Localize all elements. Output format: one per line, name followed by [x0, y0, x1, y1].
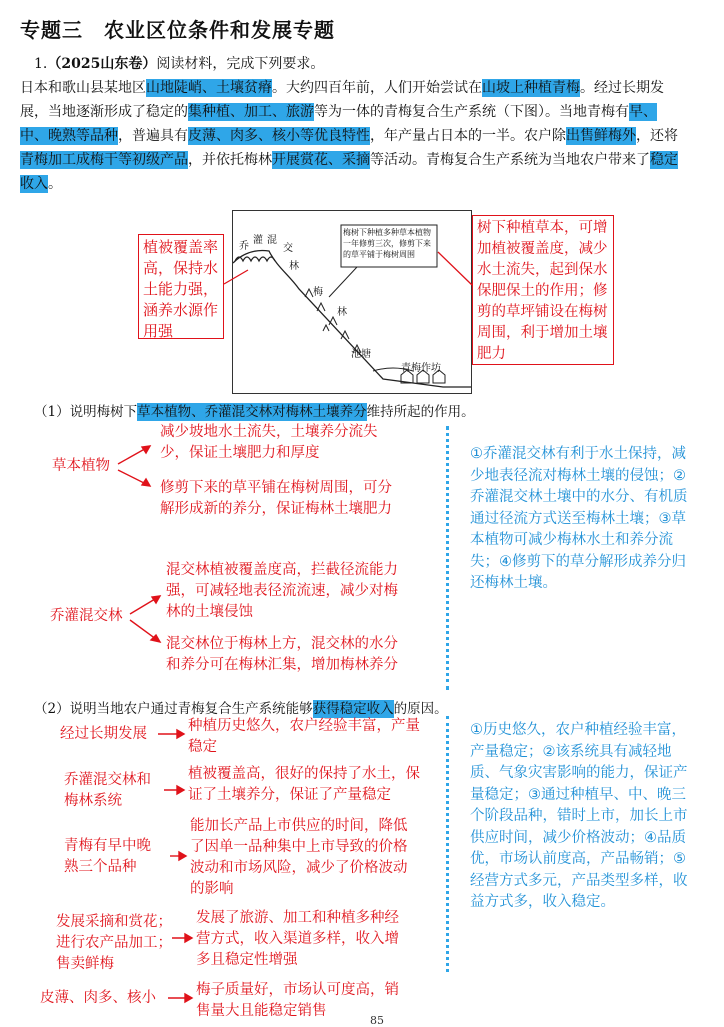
q2-factor-2: 乔灌混交林和梅林系统 [64, 772, 151, 809]
q2-result-3: 能加长产品上市供应的时间，降低了因单一品种集中上市导致的价格波动和市场风险，减少了价格波动的影响 [190, 818, 408, 897]
passage-text: ，普遍具有 [118, 128, 188, 144]
q2-factor-1: 经过长期发展 [60, 726, 147, 742]
forest-label-1: 乔 [239, 241, 249, 252]
plum-label-1: 梅 [313, 287, 323, 298]
passage-highlight: 青梅加工成梅干等初级产品 [20, 152, 188, 168]
q1-tail: 维持所起的作用。 [366, 404, 475, 420]
passage-highlight: 集种植、加工、旅游 [188, 104, 314, 120]
passage-text: 日本和歌山县某地区 [20, 80, 146, 96]
passage-text: 等活动。青梅复合生产系统为当地农户带来了 [370, 152, 650, 168]
question-number: 1. [34, 56, 48, 72]
passage-text: ，年产量占日本的一半。农户除 [370, 128, 566, 144]
passage-text: 。大约四百年前，人们开始尝试在 [272, 80, 482, 96]
q1-prompt [34, 400, 475, 420]
note-connectors [0, 0, 724, 420]
q2-answer: ①历史悠久，农户种植经验丰富，产量稳定；②该系统具有减轻地质、气象灾害影响的能力，保证产量稳定；③通过种植早、中、晚三个阶段品种，错时上市，加长上市供应时间，减少价格波动；④品质优，市场认前度高，产品畅销；⑤经营方式多元，产品类型多样，收益方式多，收入稳定。 [470, 722, 688, 910]
q1-label: （1）说明梅树下 [34, 404, 138, 420]
passage-text: ，还将 [636, 128, 678, 144]
forest-label-2: 灌 [253, 235, 263, 246]
question-instruction: 阅读材料，完成下列要求。 [156, 56, 325, 72]
q1-forest-effect-b: 混交林位于梅林上方，混交林的水分和养分可在梅林汇集，增加梅林养分 [166, 636, 398, 673]
q1-forest-effect-a: 混交林植被覆盖度高，拦截径流能力强，可减轻地表径流流速，减少对梅林的土壤侵蚀 [166, 562, 398, 620]
q2-result-5: 梅子质量好，市场认可度高，销售量大且能稳定销售 [196, 982, 399, 1019]
q2-result-2: 植被覆盖高，很好的保持了水土，保证了土壤养分，保证了产量稳定 [188, 766, 420, 803]
passage-text: 等为一体的青梅复合生产系统（下图）。当地青梅有 [314, 104, 629, 120]
q1-node-forest: 乔灌混交林 [50, 608, 123, 624]
q1-node-herb: 草本植物 [52, 458, 110, 474]
q2-factor-3: 青梅有早中晚熟三个品种 [64, 838, 151, 875]
forest-label-3: 混 [267, 235, 277, 246]
diagram-callout: 梅树下种植多种草本植物一年修剪三次，修剪下来的草平铺于梅树周围 [343, 228, 431, 259]
q1-herb-effect-b: 修剪下来的草平铺在梅树周围，可分解形成新的养分，保证梅林土壤肥力 [160, 480, 392, 517]
forest-label-4: 交 [283, 243, 293, 254]
page-number: 85 [370, 1014, 384, 1027]
note-right: 树下种植草本，可增加植被覆盖度，减少水土流失，起到保水保肥保土的作用；修剪的草坪铺设在梅树周围，利于增加土壤肥力 [472, 215, 614, 365]
page-title: 专题三 农业区位条件和发展专题 [20, 18, 335, 42]
passage-highlight: 皮薄、肉多、核小等优良特性 [188, 128, 370, 144]
q1-answer: ①乔灌混交林有利于水土保持，减少地表径流对梅林土壤的侵蚀；②乔灌混交林土壤中的水分、有机质通过径流方式送至梅林土壤；③草本植物可减少梅林水土和养分流失；④修剪下的草分解形成养分归还梅林土壤。 [470, 446, 688, 591]
passage-text: 。 [48, 176, 62, 192]
q1-highlight: 草本植物、乔灌混交林对梅林土壤养分 [137, 404, 367, 420]
q2-arrows [0, 700, 450, 1024]
forest-label-5: 林 [289, 261, 299, 272]
q2-factor-4: 发展采摘和赏花；进行农产品加工；售卖鲜梅 [56, 914, 172, 972]
passage-highlight: 出售鲜梅外 [566, 128, 636, 144]
q2-tail: 的原因。 [393, 701, 448, 717]
question-source: （2025山东卷） [47, 56, 157, 72]
q2-result-1: 种植历史悠久，农户经验丰富，产量稳定 [188, 718, 420, 755]
passage-highlight: 山坡上种植青梅 [482, 80, 580, 96]
passage-text: 。经过长期发展，当地逐渐形成了稳定的 [20, 80, 664, 120]
passage-text: ，并依托梅林 [188, 152, 272, 168]
passage-highlight: 山地陡峭、土壤贫瘠 [146, 80, 272, 96]
passage-highlight: 稳定收入 [20, 152, 678, 192]
q2-factor-5: 皮薄、肉多、核小 [40, 990, 156, 1006]
q2-label: （2）说明当地农户通过青梅复合生产系统能够 [34, 701, 313, 717]
note-left: 植被覆盖率高，保持水土能力强，涵养水源作用强 [138, 234, 224, 339]
q2-divider [446, 716, 449, 972]
passage-highlight: 开展赏花、采摘 [272, 152, 370, 168]
workshop-label: 青梅作坊 [401, 363, 441, 374]
pond-label: 池塘 [351, 349, 371, 360]
q1-divider [446, 426, 449, 690]
plum-label-2: 林 [337, 307, 347, 318]
q1-herb-effect-a: 减少坡地水土流失，土壤养分流失少，保证土壤肥力和厚度 [160, 424, 378, 461]
passage-highlight: 早、中、晚熟等品种 [20, 104, 657, 144]
q2-result-4: 发展了旅游、加工和种植多种经营方式，收入渠道多样，收入增多且稳定性增强 [196, 910, 399, 968]
q2-highlight: 获得稳定收入 [312, 701, 394, 717]
